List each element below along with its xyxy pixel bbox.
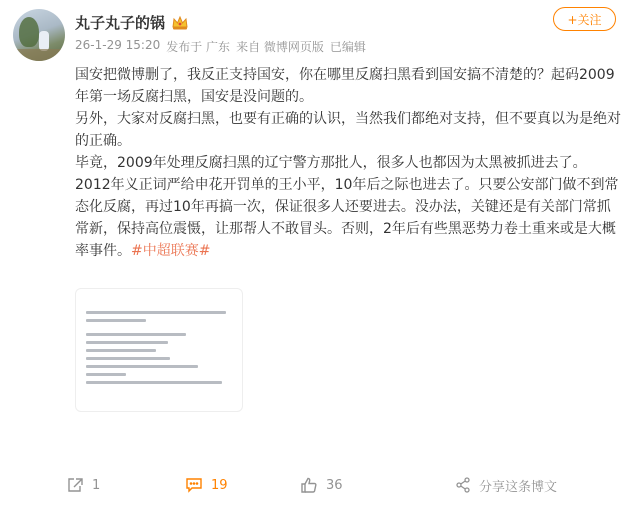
share-button[interactable] [455,470,557,500]
crown-badge-icon[interactable] [171,15,189,31]
comment-icon [185,477,203,493]
doc-text-line [86,357,170,360]
repost-count: 1 [92,477,101,493]
doc-text-line [86,319,146,322]
avatar[interactable] [13,9,65,61]
post-timestamp[interactable]: 26-1-29 15:20 [75,38,161,52]
post-paragraph-text: 毕竟，2009年处理反腐扫黑的辽宁警方那批人，很多人也都因为太黑被抓进去了。2012年义正词严给申花开罚单的王小平，10年后之际也进去了。只要公安部门做不到常态化反腐，再过10年再搞一次，保证很多人还要进去。没办法，关键还是有关部门常抓常新，保持高位震慑，让那帮人不敢冒头。否则，2年后有些黑恶势力卷土重来或是大概率事件。 [75,155,619,259]
doc-text-line [86,311,226,314]
post-paragraph: 国安把微博删了，我反正支持国安，你在哪里反腐扫黑看到国安搞不清楚的？起码2009年第一场反腐扫黑，国安是没问题的。 [75,67,615,105]
doc-text-line [86,381,222,384]
doc-text-line [86,349,156,352]
hashtag-link[interactable]: #中超联赛# [131,243,211,259]
share-label: 分享这条博文 [479,479,558,495]
avatar-ground [13,49,65,61]
repost-icon [66,477,84,493]
like-button[interactable] [300,470,343,500]
avatar-figure [39,31,49,51]
post-paragraph [75,152,621,262]
doc-text-line [86,365,198,368]
comment-count: 19 [211,477,228,493]
post-text [75,64,621,262]
avatar-tree [19,17,39,47]
doc-text-line [86,341,168,344]
document-image-thumbnail[interactable] [75,288,243,412]
post-edited[interactable]: 已编辑 [329,40,366,54]
post-meta [75,38,366,55]
share-icon [455,477,471,493]
thumbs-up-icon [300,477,318,493]
author-name[interactable]: 丸子丸子的锅 [75,14,166,32]
follow-button[interactable]: +关注 [553,7,616,31]
like-count: 36 [326,477,343,493]
doc-text-line [86,373,126,376]
post-source: 来自 微博网页版 [236,40,324,54]
repost-button[interactable] [66,470,100,500]
action-bar [0,470,637,500]
author-row [75,12,189,33]
doc-text-line [86,333,186,336]
post-location: 发布于 广东 [166,40,231,54]
post-paragraph: 另外，大家对反腐扫黑，也要有正确的认识，当然我们都绝对支持，但不要真以为是绝对的正确。 [75,111,621,149]
comment-button[interactable] [185,470,228,500]
